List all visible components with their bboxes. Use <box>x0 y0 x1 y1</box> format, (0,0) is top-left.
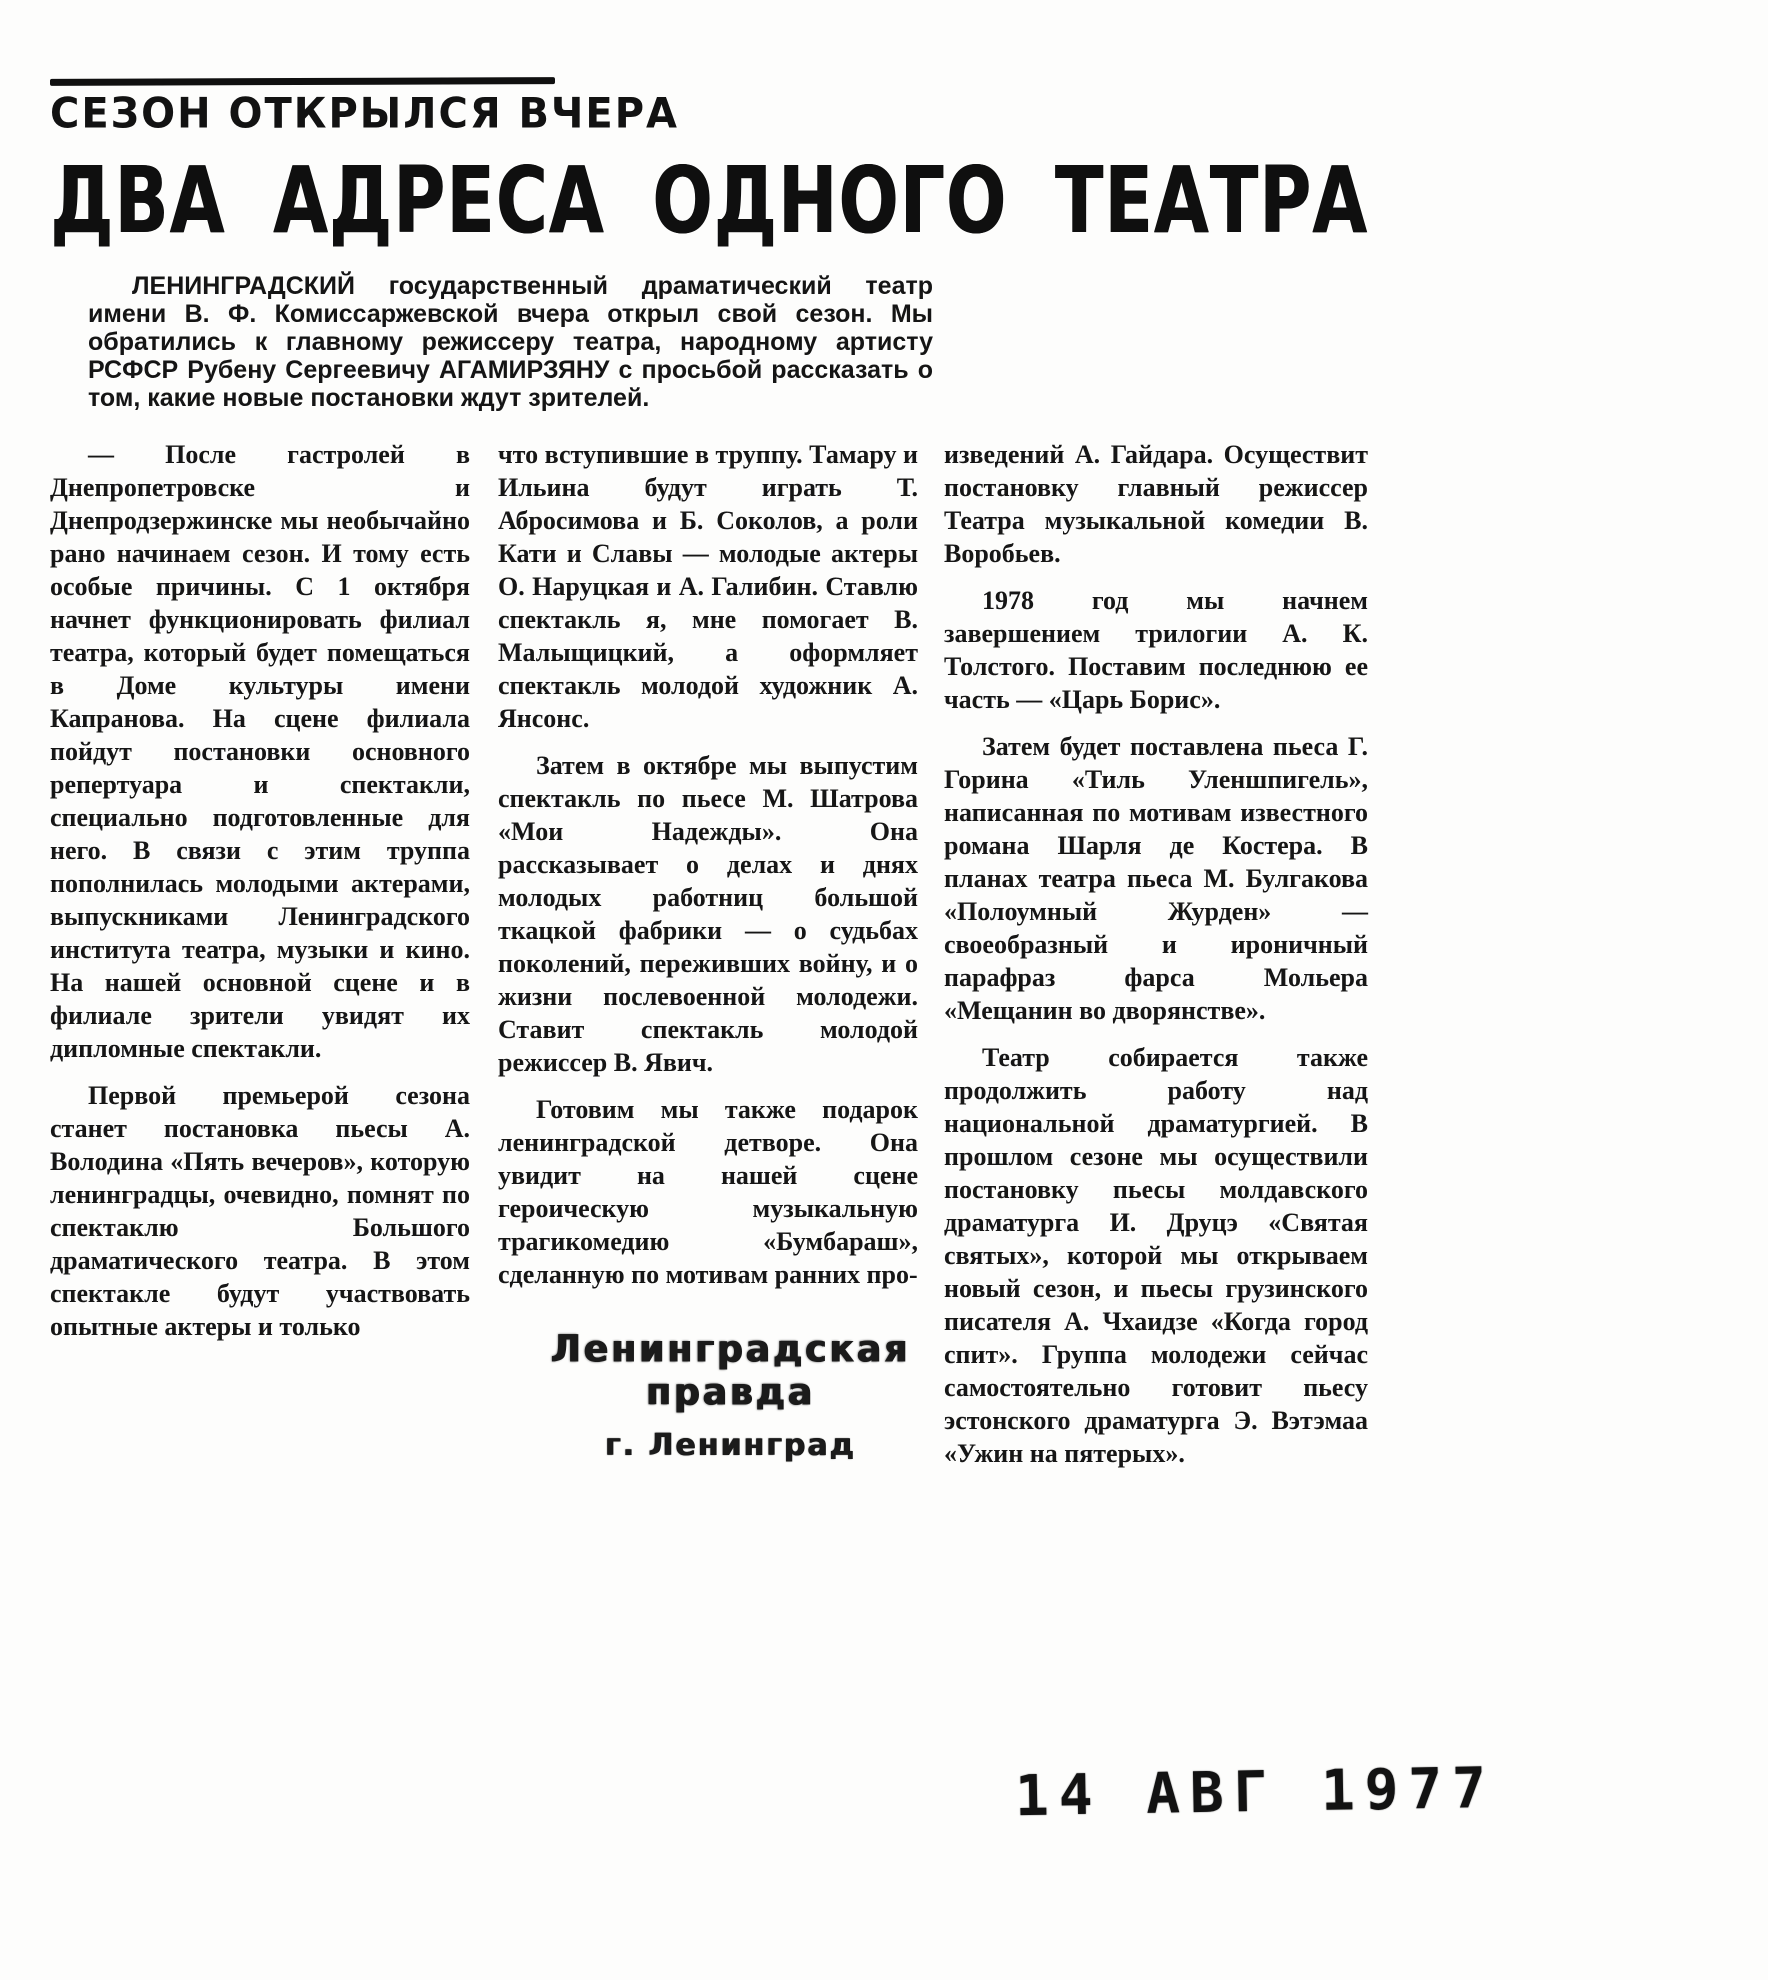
paragraph: Затем будет поставлена пьеса Г. Горина «Тиль Уленшпигель», написанная по мотивам известного романа Шарля де Костера. В планах театра пьеса М. Булгакова «Полоумный Журден» — своеобразный и ироничный парафраз фарса Мольера «Мещанин во дворянстве». <box>944 732 1368 1025</box>
paragraph: Готовим мы также подарок ленинградской детворе. Она увидит на нашей сцене героическую музыкальную трагикомедию «Бумбараш», сделанную по мотивам ранних про- <box>498 1095 918 1289</box>
paragraph: Затем в октябре мы выпустим спектакль по пьесе М. Шатрова «Мои Надежды». Она рассказывает о делах и днях молодых работниц большой ткацкой фабрики — о судьбах поколений, переживших войну, и о жизни послевоенной молодежи. Ставит спектакль молодой режиссер В. Явич. <box>498 751 918 1077</box>
column-3 <box>944 438 1368 1484</box>
column-2 <box>498 438 918 1305</box>
lead-paragraph: ЛЕНИНГРАДСКИЙ государственный драматический театр имени В. Ф. Комиссаржевской вчера открыл свой сезон. Мы обратились к главному режиссеру театра, народному артисту РСФСР Рубену Сергеевичу АГАМИРЗЯНУ с просьбой рассказать о том, какие новые постановки ждут зрителей. <box>88 272 933 412</box>
paragraph: Театр собирается также продолжить работу над национальной драматургией. В прошлом сезоне мы осуществили постановку пьесы молдавского драматурга И. Друцэ «Святая святых», которой мы открываем новый сезон, и пьесы грузинского писателя А. Чхаидзе «Когда город спит». Группа молодежи сейчас самостоятельно готовит пьесу эстонского драматурга Э. Вэтэмаа «Ужин на пятерых». <box>944 1043 1368 1468</box>
paragraph: Первой премьерой сезона станет постановка пьесы А. Володина «Пять вечеров», которую ленинградцы, очевидно, помнят по спектаклю Большого драматического театра. В этом спектакле будут участвовать опытные актеры и только <box>50 1081 470 1341</box>
kicker-headline: СЕЗОН ОТКРЫЛСЯ ВЧЕРА <box>50 89 679 139</box>
article <box>50 78 1368 1484</box>
paragraph: изведений А. Гайдара. Осуществит постановку главный режиссер Театра музыкальной комедии В. Воробьев. <box>944 440 1368 568</box>
publication-city: г. Ленинград <box>604 1428 856 1463</box>
paragraph: что вступившие в труппу. Тамару и Ильина будут играть Т. Абросимова и Б. Соколов, а роли Кати и Славы — молодые актеры О. Наруцкая и А. Галибин. Ставлю спектакль я, мне помогает В. Малыщицкий, а оформляет спектакль молодой художник А. Янсонс. <box>498 440 918 733</box>
date-stamp: 14 АВГ 1977 <box>1014 1755 1497 1830</box>
headline-wrap <box>50 146 1368 258</box>
torn-edge-mark <box>50 77 555 86</box>
headline: ДВА АДРЕСА ОДНОГО ТЕАТРА <box>50 146 1368 255</box>
paragraph: 1978 год мы начнем завершением трилогии А. К. Толстого. Поставим последнюю ее часть — «Царь Борис». <box>944 586 1368 714</box>
publication-stamp <box>470 1327 990 1463</box>
paragraph: — После гастролей в Днепропетровске и Днепродзержинске мы необычайно рано начинаем сезон. И тому есть особые причины. С 1 октября начнет функционировать филиал театра, который будет помещаться в Доме культуры имени Капранова. На сцене филиала пойдут постановки основного репертуара и спектакли, специально подготовленные для него. В связи с этим труппа пополнилась молодыми актерами, выпускниками Ленинградского института театра, музыки и кино. На нашей основной сцене и в филиале зрители увидят их дипломные спектакли. <box>50 440 470 1063</box>
publication-name: Ленинградская правда <box>550 1327 910 1415</box>
column-1 <box>50 438 470 1357</box>
